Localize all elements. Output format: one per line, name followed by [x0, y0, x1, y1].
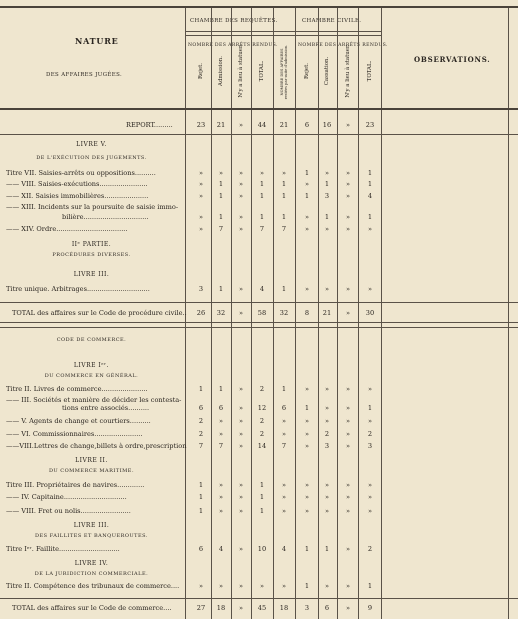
table-cell: 2 — [367, 545, 373, 553]
table-row-label: Titre VII. Saisies-arrêts ou oppositions.......... — [6, 169, 156, 177]
table-cell: » — [281, 493, 287, 501]
table-cell: 32 — [279, 309, 289, 317]
table-cell: » — [198, 582, 204, 590]
table-cell: 18 — [279, 604, 289, 612]
table-cell: 1 — [218, 192, 224, 200]
table-cell: » — [345, 180, 351, 188]
table-cell: » — [281, 481, 287, 489]
table-cell: 4 — [281, 545, 287, 553]
chambre-requetes-heading: CHAMBRE DES REQUÊTES. — [190, 18, 278, 24]
table-cell: 1 — [304, 582, 310, 590]
table-cell: 2 — [324, 430, 330, 438]
table-cell: 7 — [218, 442, 224, 450]
table-row-label: —— XII. Saisies immobilières..................... — [6, 192, 149, 200]
nature-heading: NATURE — [75, 36, 119, 46]
table-cell: » — [304, 507, 310, 515]
table-cell: 2 — [259, 385, 265, 393]
column-header: TOTAL. — [259, 60, 265, 82]
column-header: TOTAL. — [367, 60, 373, 82]
table-cell: 6 — [304, 121, 310, 129]
table-cell: 44 — [257, 121, 267, 129]
table-cell: » — [281, 417, 287, 425]
table-cell: » — [238, 385, 244, 393]
table-cell: » — [218, 582, 224, 590]
table-cell: 6 — [281, 404, 287, 412]
table-cell: 2 — [198, 430, 204, 438]
section-heading: LIVRE III. — [73, 522, 110, 529]
affaires-subheading: DES AFFAIRES JUGÉES. — [46, 72, 123, 78]
table-cell: 1 — [218, 285, 224, 293]
table-cell: 1 — [198, 481, 204, 489]
table-cell: 18 — [216, 604, 226, 612]
section-heading: DE LA JURIDICTION COMMERCIALE. — [34, 571, 149, 577]
nombre-arrets-civile: NOMBRE DES ARRÊTS RENDUS. — [298, 43, 388, 48]
table-cell: 2 — [259, 417, 265, 425]
table-cell: » — [238, 545, 244, 553]
horizontal-rule — [0, 327, 518, 328]
table-cell: 1 — [367, 180, 373, 188]
table-cell: » — [304, 213, 310, 221]
table-cell: » — [218, 417, 224, 425]
table-cell: » — [324, 493, 330, 501]
table-cell: » — [304, 481, 310, 489]
horizontal-rule — [185, 31, 381, 32]
table-cell: » — [304, 225, 310, 233]
table-cell: » — [218, 507, 224, 515]
table-row-label: TOTAL des affaires sur le Code de procédure civile.. — [12, 309, 187, 317]
table-cell: » — [238, 582, 244, 590]
table-row-label: Titre unique. Arbitrages.............................. — [6, 285, 150, 293]
section-heading: DU COMMERCE MARITIME. — [48, 468, 135, 474]
table-row-label: REPORT......... — [126, 121, 173, 129]
table-cell: » — [218, 169, 224, 177]
table-cell: 2 — [367, 430, 373, 438]
column-header: NOMBRE DES AFFAIRES restées par suite d'admission. — [280, 44, 288, 100]
horizontal-rule — [0, 6, 518, 8]
table-cell: » — [281, 582, 287, 590]
table-cell: » — [238, 309, 244, 317]
table-cell: » — [198, 192, 204, 200]
nombre-arrets-requetes: NOMBRE DES ARRÊTS RENDUS. — [188, 43, 278, 48]
table-cell: » — [345, 192, 351, 200]
column-rule — [337, 6, 338, 619]
table-cell: » — [324, 285, 330, 293]
table-cell: » — [345, 545, 351, 553]
table-cell: 1 — [367, 213, 373, 221]
table-cell: » — [304, 180, 310, 188]
table-cell: 45 — [257, 604, 267, 612]
table-cell: » — [367, 225, 373, 233]
table-cell: 1 — [259, 507, 265, 515]
table-cell: 1 — [259, 180, 265, 188]
column-header: Rejet. — [198, 63, 204, 79]
table-cell: » — [324, 582, 330, 590]
table-cell: 27 — [196, 604, 206, 612]
table-cell: » — [218, 430, 224, 438]
section-heading: LIVRE Iᵉʳ. — [73, 362, 110, 369]
table-cell: » — [345, 493, 351, 501]
table-cell: 1 — [198, 493, 204, 501]
section-heading: PROCÉDURES DIVERSES. — [52, 252, 131, 258]
column-header: Admission. — [218, 56, 224, 86]
table-cell: » — [345, 442, 351, 450]
table-cell: 21 — [216, 121, 226, 129]
table-cell: » — [324, 169, 330, 177]
table-cell: » — [345, 285, 351, 293]
table-row-label: Titre II. Livres de commerce...................... — [6, 385, 148, 393]
horizontal-rule — [185, 35, 381, 36]
table-cell: 8 — [304, 309, 310, 317]
section-heading: DES FAILLITES ET BANQUEROUTES. — [34, 533, 148, 539]
chambre-civile-heading: CHAMBRE CIVILE. — [302, 18, 362, 24]
table-cell: » — [281, 169, 287, 177]
table-cell: 1 — [198, 385, 204, 393]
table-cell: 1 — [259, 481, 265, 489]
section-heading: LIVRE V. — [76, 141, 107, 148]
table-cell: 6 — [198, 545, 204, 553]
section-heading: IIᵉ PARTIE. — [71, 241, 112, 248]
table-cell: 1 — [259, 192, 265, 200]
table-cell: » — [345, 309, 351, 317]
table-cell: 1 — [218, 385, 224, 393]
table-cell: 4 — [218, 545, 224, 553]
table-cell: 23 — [196, 121, 206, 129]
horizontal-rule — [0, 322, 518, 323]
table-cell: 4 — [259, 285, 265, 293]
table-row-label: Titre III. Propriétaires de navires............. — [6, 481, 145, 489]
table-cell: » — [367, 507, 373, 515]
table-cell: 6 — [324, 604, 330, 612]
table-cell: 1 — [281, 385, 287, 393]
table-cell: 1 — [259, 213, 265, 221]
table-cell: » — [304, 285, 310, 293]
table-cell: » — [238, 169, 244, 177]
table-cell: » — [238, 225, 244, 233]
table-cell: 21 — [322, 309, 332, 317]
table-cell: » — [238, 213, 244, 221]
table-cell: » — [238, 285, 244, 293]
table-cell: » — [304, 430, 310, 438]
table-cell: » — [259, 169, 265, 177]
table-cell: » — [367, 285, 373, 293]
table-cell: » — [367, 493, 373, 501]
table-cell: 3 — [304, 604, 310, 612]
column-header: N'y a lieu à statuer. — [238, 44, 244, 98]
table-cell: » — [198, 169, 204, 177]
table-cell: 12 — [257, 404, 267, 412]
table-cell: » — [238, 121, 244, 129]
table-cell: 1 — [304, 404, 310, 412]
table-cell: 2 — [259, 430, 265, 438]
horizontal-rule — [0, 108, 518, 110]
table-row-label: Titre Iᵉʳ. Faillite............................. — [6, 545, 120, 553]
section-heading: DU COMMERCE EN GÉNÉRAL. — [44, 373, 139, 379]
table-cell: » — [281, 507, 287, 515]
table-cell: 2 — [198, 417, 204, 425]
table-cell: 1 — [259, 493, 265, 501]
column-header: Rejet. — [304, 63, 310, 79]
table-cell: » — [324, 507, 330, 515]
table-cell: 26 — [196, 309, 206, 317]
section-heading: —— III. Sociétés et manière de décider les contesta- — [6, 396, 182, 404]
table-cell: » — [345, 481, 351, 489]
column-rule — [273, 6, 274, 619]
table-cell: » — [198, 225, 204, 233]
table-cell: 7 — [198, 442, 204, 450]
table-row-label: —— VI. Commissionnaires....................... — [6, 430, 143, 438]
table-cell: 16 — [322, 121, 332, 129]
table-row-label: —— IV. Capitaine.............................. — [6, 493, 127, 501]
table-cell: 21 — [279, 121, 289, 129]
table-cell: 1 — [324, 180, 330, 188]
column-header: N'y a lieu à statuer. — [345, 44, 351, 98]
table-cell: 7 — [218, 225, 224, 233]
table-cell: » — [324, 385, 330, 393]
table-cell: 3 — [324, 192, 330, 200]
table-cell: 7 — [281, 225, 287, 233]
table-cell: » — [238, 442, 244, 450]
table-cell: » — [304, 417, 310, 425]
table-cell: » — [345, 582, 351, 590]
column-rule — [358, 6, 359, 619]
table-cell: » — [345, 225, 351, 233]
table-cell: » — [238, 192, 244, 200]
section-heading: LIVRE IV. — [74, 560, 109, 567]
table-cell: » — [304, 385, 310, 393]
table-cell: 1 — [281, 192, 287, 200]
table-cell: » — [238, 507, 244, 515]
table-cell: 1 — [218, 213, 224, 221]
table-cell: 3 — [198, 285, 204, 293]
section-heading: LIVRE III. — [73, 271, 110, 278]
observations-heading: OBSERVATIONS. — [414, 55, 491, 64]
section-heading: DE L'EXÉCUTION DES JUGEMENTS. — [36, 155, 147, 161]
section-heading: LIVRE II. — [75, 457, 108, 464]
column-header: Cassation. — [324, 56, 330, 86]
table-cell: 1 — [304, 545, 310, 553]
table-cell: 30 — [365, 309, 375, 317]
table-row-label: ——VIII.Lettres de change,billets à ordre,prescription — [6, 442, 187, 450]
table-cell: » — [367, 417, 373, 425]
table-cell: » — [324, 404, 330, 412]
table-cell: 1 — [304, 169, 310, 177]
table-cell: » — [345, 404, 351, 412]
table-cell: » — [345, 417, 351, 425]
right-margin-rule — [508, 6, 509, 619]
table-cell: » — [345, 507, 351, 515]
table-cell: 23 — [365, 121, 375, 129]
table-cell: » — [345, 213, 351, 221]
table-cell: 7 — [259, 225, 265, 233]
table-cell: » — [218, 481, 224, 489]
table-cell: 1 — [198, 507, 204, 515]
table-cell: » — [345, 604, 351, 612]
table-cell: 1 — [218, 180, 224, 188]
table-cell: » — [259, 582, 265, 590]
column-rule — [295, 6, 296, 619]
table-cell: » — [238, 493, 244, 501]
table-cell: » — [198, 213, 204, 221]
table-row-label: —— V. Agents de change et courtiers.......... — [6, 417, 151, 425]
table-cell: » — [324, 225, 330, 233]
table-cell: » — [304, 442, 310, 450]
table-cell: 1 — [281, 180, 287, 188]
column-rule — [251, 6, 252, 619]
table-cell: 6 — [198, 404, 204, 412]
table-cell: » — [281, 430, 287, 438]
table-cell: » — [238, 404, 244, 412]
table-cell: 6 — [218, 404, 224, 412]
horizontal-rule — [0, 302, 518, 303]
table-cell: » — [304, 493, 310, 501]
table-cell: 1 — [367, 404, 373, 412]
table-row-label: —— VIII. Saisies-exécutions....................... — [6, 180, 148, 188]
table-cell: » — [198, 180, 204, 188]
table-cell: » — [345, 169, 351, 177]
table-row-label: bilière............................... — [62, 213, 149, 221]
table-cell: 3 — [367, 442, 373, 450]
table-cell: » — [218, 493, 224, 501]
table-cell: » — [345, 121, 351, 129]
table-cell: » — [324, 417, 330, 425]
table-cell: » — [345, 430, 351, 438]
column-rule — [381, 6, 382, 619]
table-cell: » — [345, 385, 351, 393]
table-row-label: tions entre associés.......... — [62, 404, 150, 412]
table-cell: 1 — [281, 285, 287, 293]
table-cell: 1 — [281, 213, 287, 221]
table-cell: » — [324, 481, 330, 489]
table-cell: » — [238, 604, 244, 612]
table-cell: 4 — [367, 192, 373, 200]
section-heading: CODE DE COMMERCE. — [56, 337, 127, 343]
table-row-label: Titre II. Compétence des tribunaux de commerce.... — [6, 582, 180, 590]
table-cell: 1 — [324, 545, 330, 553]
table-row-label: —— VIII. Fret ou nolis........................ — [6, 507, 131, 515]
table-cell: 58 — [257, 309, 267, 317]
table-cell: 7 — [281, 442, 287, 450]
table-row-label: —— XIV. Ordre.................................. — [6, 225, 128, 233]
section-heading: —— XIII. Incidents sur la poursuite de saisie immo- — [6, 203, 179, 211]
table-cell: » — [238, 430, 244, 438]
table-cell: » — [367, 385, 373, 393]
table-cell: 1 — [367, 169, 373, 177]
table-cell: 3 — [324, 442, 330, 450]
table-cell: » — [238, 481, 244, 489]
table-cell: » — [238, 180, 244, 188]
table-row-label: TOTAL des affaires sur le Code de commerce.... — [12, 604, 172, 612]
table-cell: 32 — [216, 309, 226, 317]
horizontal-rule — [0, 598, 518, 599]
table-cell: » — [238, 417, 244, 425]
table-cell: » — [367, 481, 373, 489]
table-cell: 9 — [367, 604, 373, 612]
table-cell: 10 — [257, 545, 267, 553]
table-cell: 1 — [304, 192, 310, 200]
table-cell: 1 — [367, 582, 373, 590]
table-cell: 1 — [324, 213, 330, 221]
horizontal-rule — [0, 134, 518, 135]
table-cell: 14 — [257, 442, 267, 450]
